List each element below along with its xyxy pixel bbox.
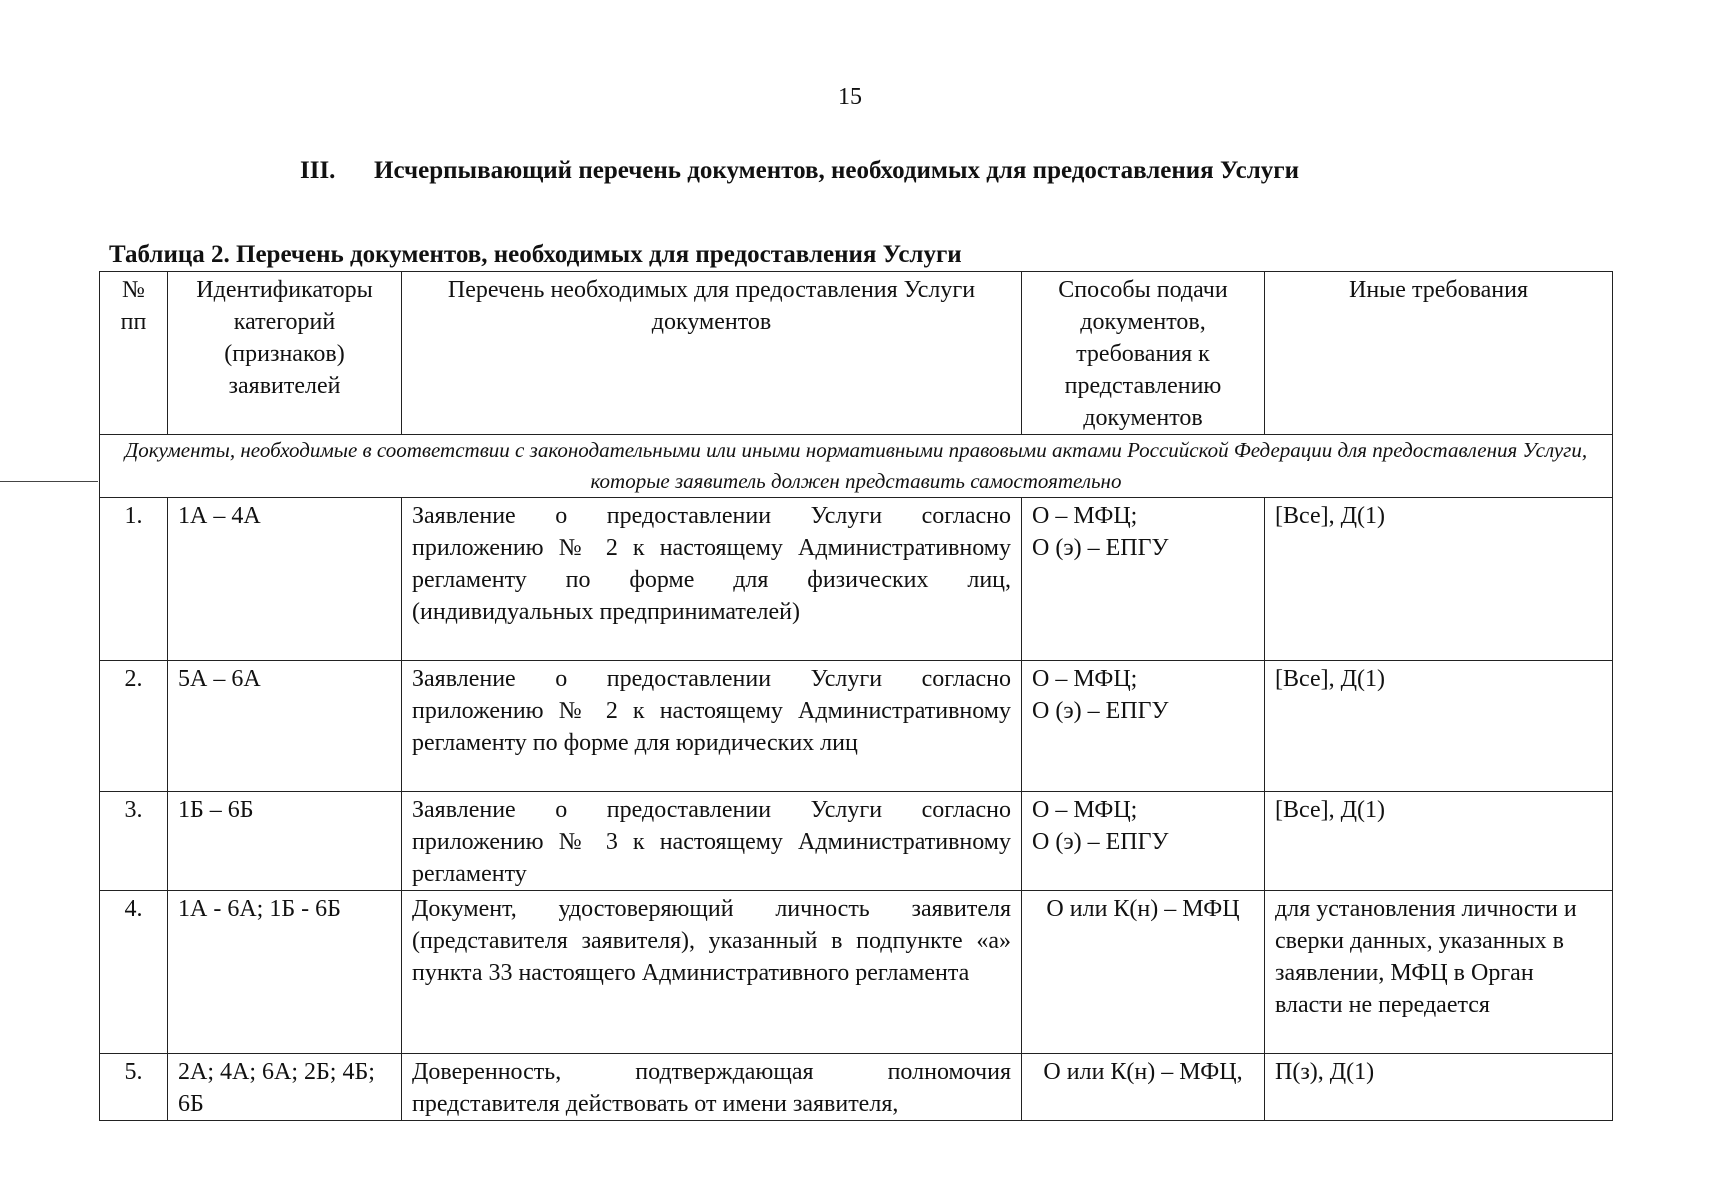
row-document: Документ, удостоверяющий личность заявителя (представителя заявителя), указанный в подпункте «а» пункта 33 настоящего Административного регламента xyxy=(402,891,1022,1054)
row-method xyxy=(1022,661,1265,792)
row-number: 1. xyxy=(100,498,168,661)
table-caption: Таблица 2. Перечень документов, необходимых для предоставления Услуги xyxy=(109,241,962,268)
section-heading xyxy=(300,157,1299,185)
row-method: О или К(н) – МФЦ, xyxy=(1022,1054,1265,1121)
row-applicant-ids: 2А; 4А; 6А; 2Б; 4Б; 6Б xyxy=(168,1054,402,1121)
row-method-line: О (э) – ЕПГУ xyxy=(1032,535,1169,561)
page-number: 15 xyxy=(838,84,862,110)
row-method xyxy=(1022,792,1265,891)
row-other: [Все], Д(1) xyxy=(1265,792,1613,891)
row-other: П(з), Д(1) xyxy=(1265,1054,1613,1121)
row-method-line: О (э) – ЕПГУ xyxy=(1032,829,1169,855)
row-other: для установления личности и сверки данных, указанных в заявлении, МФЦ в Орган власти не передается xyxy=(1265,891,1613,1054)
table-header-row xyxy=(100,272,1613,435)
row-method-line: О – МФЦ; xyxy=(1032,797,1138,823)
table-row xyxy=(100,891,1613,1054)
row-other: [Все], Д(1) xyxy=(1265,661,1613,792)
table-row xyxy=(100,661,1613,792)
documents-table xyxy=(99,271,1613,1121)
table-row xyxy=(100,1054,1613,1121)
row-method-line: О – МФЦ; xyxy=(1032,503,1138,529)
row-applicant-ids: 5А – 6А xyxy=(168,661,402,792)
section-label: Документы, необходимые в соответствии с законодательными или иными нормативными правовыми актами Российской Федерации для предоставления Услуги, которые заявитель должен представить самостоятельно xyxy=(100,435,1613,498)
row-method: О или К(н) – МФЦ xyxy=(1022,891,1265,1054)
row-number: 2. xyxy=(100,661,168,792)
row-applicant-ids: 1А - 6А; 1Б - 6Б xyxy=(168,891,402,1054)
row-applicant-ids: 1Б – 6Б xyxy=(168,792,402,891)
row-method-line: О – МФЦ; xyxy=(1032,666,1138,692)
row-number: 5. xyxy=(100,1054,168,1121)
section-title: Исчерпывающий перечень документов, необходимых для предоставления Услуги xyxy=(374,157,1299,184)
header-number: № пп xyxy=(100,272,168,435)
row-document: Заявление о предоставлении Услуги согласно приложению № 2 к настоящему Административному регламенту по форме для юридических лиц xyxy=(402,661,1022,792)
table-row xyxy=(100,498,1613,661)
section-number: III. xyxy=(300,157,336,184)
row-document: Заявление о предоставлении Услуги согласно приложению № 2 к настоящему Административному регламенту по форме для физических лиц, (индивидуальных предпринимателей) xyxy=(402,498,1022,661)
row-document: Заявление о предоставлении Услуги согласно приложению № 3 к настоящему Административному регламенту xyxy=(402,792,1022,891)
row-number: 3. xyxy=(100,792,168,891)
row-document: Доверенность, подтверждающая полномочия представителя действовать от имени заявителя, xyxy=(402,1054,1022,1121)
row-method-line: О (э) – ЕПГУ xyxy=(1032,698,1169,724)
table-row xyxy=(100,792,1613,891)
scan-artifact-line xyxy=(0,481,98,482)
header-other-requirements: Иные требования xyxy=(1265,272,1613,435)
row-applicant-ids: 1А – 4А xyxy=(168,498,402,661)
row-other: [Все], Д(1) xyxy=(1265,498,1613,661)
header-documents: Перечень необходимых для предоставления Услуги документов xyxy=(402,272,1022,435)
header-submission-methods: Способы подачи документов, требования к представлению документов xyxy=(1022,272,1265,435)
header-applicant-ids: Идентификаторы категорий (признаков) заявителей xyxy=(168,272,402,435)
table-section-row xyxy=(100,435,1613,498)
row-number: 4. xyxy=(100,891,168,1054)
row-method xyxy=(1022,498,1265,661)
